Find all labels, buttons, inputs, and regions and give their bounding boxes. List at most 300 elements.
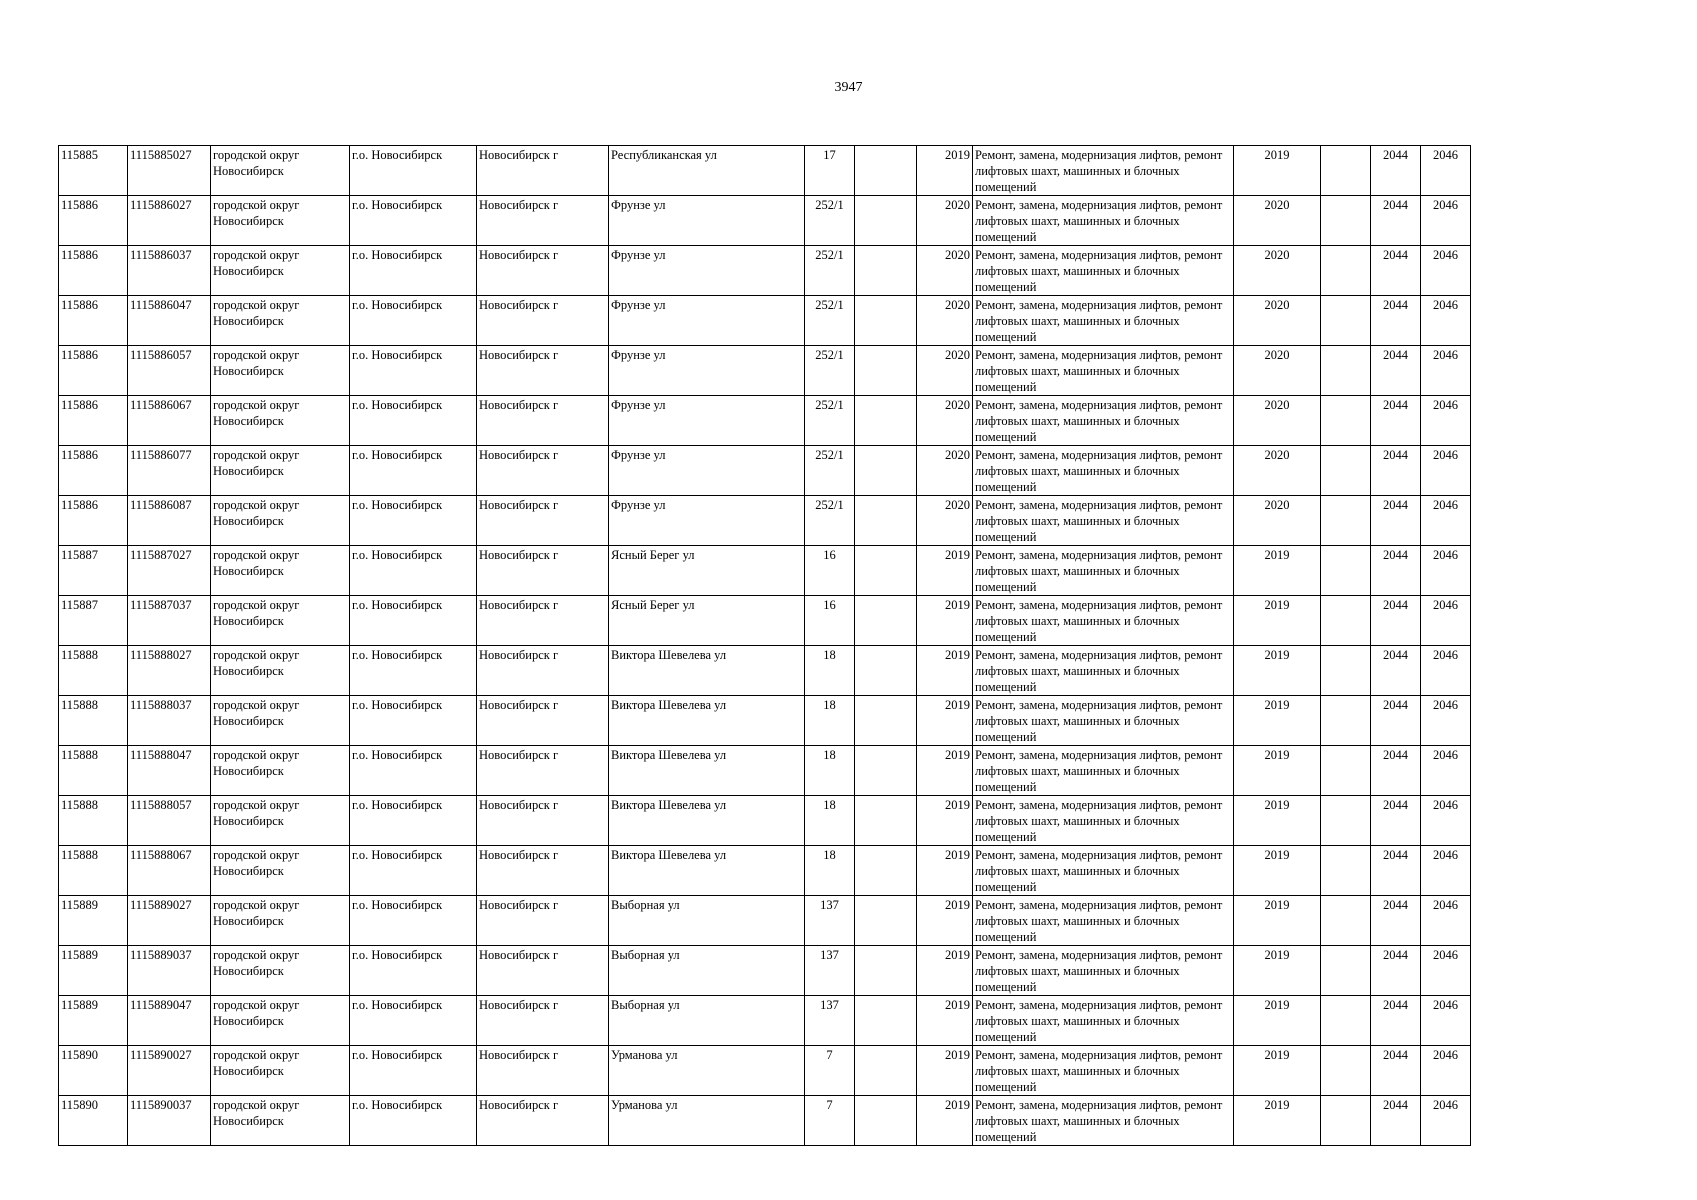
cell-municipality: городской округ Новосибирск <box>211 1046 350 1096</box>
cell-blank <box>1321 1096 1371 1146</box>
cell-street: Фрунзе ул <box>609 246 805 296</box>
cell-municipality: городской округ Новосибирск <box>211 446 350 496</box>
cell-street: Виктора Шевелева ул <box>609 746 805 796</box>
table-row <box>59 996 1471 1046</box>
cell-municipality: городской округ Новосибирск <box>211 1096 350 1146</box>
cell-district: г.о. Новосибирск <box>350 696 477 746</box>
cell-year-b: 2019 <box>1234 846 1321 896</box>
cell-id: 115887 <box>59 546 128 596</box>
cell-city: Новосибирск г <box>477 846 609 896</box>
table-row <box>59 146 1471 196</box>
cell-work: Ремонт, замена, модернизация лифтов, ремонт лифтовых шахт, машинных и блочных помещений <box>973 296 1234 346</box>
cell-house: 18 <box>805 696 855 746</box>
cell-id: 115886 <box>59 396 128 446</box>
cell-year-c: 2044 <box>1371 746 1421 796</box>
cell-year-c: 2044 <box>1371 496 1421 546</box>
cell-year-c: 2044 <box>1371 596 1421 646</box>
cell-street: Фрунзе ул <box>609 296 805 346</box>
cell-house: 252/1 <box>805 296 855 346</box>
cell-year-b: 2019 <box>1234 1096 1321 1146</box>
cell-district: г.о. Новосибирск <box>350 196 477 246</box>
cell-year-d: 2046 <box>1421 446 1471 496</box>
cell-id: 115888 <box>59 696 128 746</box>
cell-blank <box>1321 396 1371 446</box>
cell-street: Виктора Шевелева ул <box>609 696 805 746</box>
cell-code: 1115886087 <box>128 496 211 546</box>
cell-district: г.о. Новосибирск <box>350 296 477 346</box>
cell-work: Ремонт, замена, модернизация лифтов, ремонт лифтовых шахт, машинных и блочных помещений <box>973 246 1234 296</box>
cell-id: 115887 <box>59 596 128 646</box>
cell-year-b: 2019 <box>1234 746 1321 796</box>
cell-id: 115886 <box>59 496 128 546</box>
cell-id: 115885 <box>59 146 128 196</box>
cell-year-b: 2019 <box>1234 796 1321 846</box>
cell-year-d: 2046 <box>1421 696 1471 746</box>
cell-district: г.о. Новосибирск <box>350 846 477 896</box>
cell-extra <box>855 896 917 946</box>
cell-year-d: 2046 <box>1421 146 1471 196</box>
cell-house: 18 <box>805 796 855 846</box>
cell-year-b: 2019 <box>1234 1046 1321 1096</box>
cell-blank <box>1321 896 1371 946</box>
cell-year-c: 2044 <box>1371 1096 1421 1146</box>
cell-street: Фрунзе ул <box>609 396 805 446</box>
cell-year-a: 2019 <box>917 596 973 646</box>
table-row <box>59 746 1471 796</box>
cell-year-a: 2019 <box>917 546 973 596</box>
cell-house: 7 <box>805 1046 855 1096</box>
cell-extra <box>855 846 917 896</box>
table-row <box>59 846 1471 896</box>
cell-street: Фрунзе ул <box>609 346 805 396</box>
cell-year-a: 2020 <box>917 396 973 446</box>
cell-year-d: 2046 <box>1421 1096 1471 1146</box>
table-row <box>59 646 1471 696</box>
cell-code: 1115886047 <box>128 296 211 346</box>
cell-municipality: городской округ Новосибирск <box>211 496 350 546</box>
cell-city: Новосибирск г <box>477 446 609 496</box>
cell-year-b: 2020 <box>1234 196 1321 246</box>
cell-year-d: 2046 <box>1421 396 1471 446</box>
cell-work: Ремонт, замена, модернизация лифтов, ремонт лифтовых шахт, машинных и блочных помещений <box>973 546 1234 596</box>
cell-year-d: 2046 <box>1421 896 1471 946</box>
table-row <box>59 396 1471 446</box>
cell-year-a: 2019 <box>917 1096 973 1146</box>
cell-extra <box>855 296 917 346</box>
cell-house: 18 <box>805 846 855 896</box>
cell-year-b: 2019 <box>1234 696 1321 746</box>
cell-city: Новосибирск г <box>477 246 609 296</box>
cell-municipality: городской округ Новосибирск <box>211 396 350 446</box>
cell-year-d: 2046 <box>1421 946 1471 996</box>
cell-year-a: 2019 <box>917 646 973 696</box>
cell-house: 252/1 <box>805 346 855 396</box>
cell-municipality: городской округ Новосибирск <box>211 296 350 346</box>
cell-extra <box>855 646 917 696</box>
cell-district: г.о. Новосибирск <box>350 246 477 296</box>
cell-extra <box>855 1096 917 1146</box>
cell-street: Урманова ул <box>609 1096 805 1146</box>
cell-year-d: 2046 <box>1421 246 1471 296</box>
cell-year-c: 2044 <box>1371 296 1421 346</box>
cell-extra <box>855 246 917 296</box>
cell-year-a: 2020 <box>917 196 973 246</box>
table-row <box>59 546 1471 596</box>
cell-code: 1115886057 <box>128 346 211 396</box>
cell-year-a: 2020 <box>917 346 973 396</box>
table-row <box>59 346 1471 396</box>
cell-work: Ремонт, замена, модернизация лифтов, ремонт лифтовых шахт, машинных и блочных помещений <box>973 896 1234 946</box>
cell-municipality: городской округ Новосибирск <box>211 846 350 896</box>
cell-year-b: 2019 <box>1234 946 1321 996</box>
cell-year-b: 2019 <box>1234 546 1321 596</box>
cell-code: 1115890037 <box>128 1096 211 1146</box>
cell-blank <box>1321 646 1371 696</box>
cell-id: 115886 <box>59 296 128 346</box>
cell-city: Новосибирск г <box>477 696 609 746</box>
cell-work: Ремонт, замена, модернизация лифтов, ремонт лифтовых шахт, машинных и блочных помещений <box>973 596 1234 646</box>
register-table <box>58 145 1471 1146</box>
cell-id: 115886 <box>59 346 128 396</box>
cell-year-d: 2046 <box>1421 746 1471 796</box>
cell-code: 1115888057 <box>128 796 211 846</box>
cell-year-b: 2019 <box>1234 146 1321 196</box>
cell-year-c: 2044 <box>1371 796 1421 846</box>
cell-municipality: городской округ Новосибирск <box>211 796 350 846</box>
cell-street: Ясный Берег ул <box>609 596 805 646</box>
cell-year-c: 2044 <box>1371 546 1421 596</box>
cell-district: г.о. Новосибирск <box>350 946 477 996</box>
cell-work: Ремонт, замена, модернизация лифтов, ремонт лифтовых шахт, машинных и блочных помещений <box>973 746 1234 796</box>
cell-blank <box>1321 696 1371 746</box>
cell-code: 1115889037 <box>128 946 211 996</box>
cell-city: Новосибирск г <box>477 946 609 996</box>
cell-code: 1115889047 <box>128 996 211 1046</box>
cell-blank <box>1321 496 1371 546</box>
cell-city: Новосибирск г <box>477 196 609 246</box>
cell-city: Новосибирск г <box>477 346 609 396</box>
cell-year-c: 2044 <box>1371 196 1421 246</box>
cell-district: г.о. Новосибирск <box>350 546 477 596</box>
cell-code: 1115886067 <box>128 396 211 446</box>
cell-city: Новосибирск г <box>477 796 609 846</box>
cell-house: 137 <box>805 896 855 946</box>
table-row <box>59 696 1471 746</box>
cell-municipality: городской округ Новосибирск <box>211 946 350 996</box>
cell-city: Новосибирск г <box>477 1046 609 1096</box>
cell-house: 252/1 <box>805 496 855 546</box>
cell-year-b: 2020 <box>1234 246 1321 296</box>
cell-year-d: 2046 <box>1421 1046 1471 1096</box>
cell-code: 1115889027 <box>128 896 211 946</box>
cell-municipality: городской округ Новосибирск <box>211 346 350 396</box>
cell-code: 1115888037 <box>128 696 211 746</box>
cell-district: г.о. Новосибирск <box>350 996 477 1046</box>
cell-code: 1115888047 <box>128 746 211 796</box>
cell-year-a: 2019 <box>917 946 973 996</box>
cell-city: Новосибирск г <box>477 546 609 596</box>
cell-code: 1115885027 <box>128 146 211 196</box>
cell-district: г.о. Новосибирск <box>350 746 477 796</box>
cell-id: 115888 <box>59 846 128 896</box>
cell-city: Новосибирск г <box>477 646 609 696</box>
cell-municipality: городской округ Новосибирск <box>211 196 350 246</box>
cell-year-a: 2019 <box>917 696 973 746</box>
cell-year-b: 2020 <box>1234 346 1321 396</box>
cell-extra <box>855 1046 917 1096</box>
cell-district: г.о. Новосибирск <box>350 1046 477 1096</box>
cell-street: Виктора Шевелева ул <box>609 796 805 846</box>
cell-id: 115889 <box>59 946 128 996</box>
cell-id: 115889 <box>59 896 128 946</box>
cell-city: Новосибирск г <box>477 396 609 446</box>
cell-district: г.о. Новосибирск <box>350 896 477 946</box>
cell-blank <box>1321 546 1371 596</box>
cell-district: г.о. Новосибирск <box>350 646 477 696</box>
cell-year-a: 2020 <box>917 446 973 496</box>
cell-id: 115888 <box>59 796 128 846</box>
cell-year-a: 2019 <box>917 896 973 946</box>
cell-work: Ремонт, замена, модернизация лифтов, ремонт лифтовых шахт, машинных и блочных помещений <box>973 396 1234 446</box>
cell-work: Ремонт, замена, модернизация лифтов, ремонт лифтовых шахт, машинных и блочных помещений <box>973 796 1234 846</box>
cell-year-a: 2020 <box>917 496 973 546</box>
cell-year-d: 2046 <box>1421 196 1471 246</box>
cell-id: 115886 <box>59 246 128 296</box>
cell-blank <box>1321 746 1371 796</box>
cell-district: г.о. Новосибирск <box>350 396 477 446</box>
cell-house: 137 <box>805 946 855 996</box>
cell-street: Виктора Шевелева ул <box>609 646 805 696</box>
cell-house: 137 <box>805 996 855 1046</box>
cell-year-b: 2019 <box>1234 596 1321 646</box>
cell-code: 1115886037 <box>128 246 211 296</box>
cell-city: Новосибирск г <box>477 296 609 346</box>
cell-municipality: городской округ Новосибирск <box>211 546 350 596</box>
cell-street: Фрунзе ул <box>609 196 805 246</box>
cell-year-c: 2044 <box>1371 446 1421 496</box>
cell-street: Республиканская ул <box>609 146 805 196</box>
table-row <box>59 796 1471 846</box>
cell-year-d: 2046 <box>1421 546 1471 596</box>
cell-year-c: 2044 <box>1371 346 1421 396</box>
cell-work: Ремонт, замена, модернизация лифтов, ремонт лифтовых шахт, машинных и блочных помещений <box>973 196 1234 246</box>
cell-year-a: 2020 <box>917 246 973 296</box>
cell-house: 252/1 <box>805 246 855 296</box>
cell-work: Ремонт, замена, модернизация лифтов, ремонт лифтовых шахт, машинных и блочных помещений <box>973 146 1234 196</box>
cell-municipality: городской округ Новосибирск <box>211 246 350 296</box>
cell-street: Выборная ул <box>609 996 805 1046</box>
cell-blank <box>1321 446 1371 496</box>
cell-street: Фрунзе ул <box>609 496 805 546</box>
cell-id: 115889 <box>59 996 128 1046</box>
cell-year-a: 2019 <box>917 796 973 846</box>
cell-street: Фрунзе ул <box>609 446 805 496</box>
cell-blank <box>1321 246 1371 296</box>
cell-work: Ремонт, замена, модернизация лифтов, ремонт лифтовых шахт, машинных и блочных помещений <box>973 346 1234 396</box>
cell-work: Ремонт, замена, модернизация лифтов, ремонт лифтовых шахт, машинных и блочных помещений <box>973 846 1234 896</box>
cell-year-a: 2019 <box>917 846 973 896</box>
cell-id: 115888 <box>59 746 128 796</box>
cell-year-a: 2019 <box>917 746 973 796</box>
cell-city: Новосибирск г <box>477 996 609 1046</box>
cell-city: Новосибирск г <box>477 1096 609 1146</box>
cell-year-d: 2046 <box>1421 996 1471 1046</box>
cell-code: 1115886027 <box>128 196 211 246</box>
table-row <box>59 896 1471 946</box>
cell-year-c: 2044 <box>1371 946 1421 996</box>
cell-house: 16 <box>805 596 855 646</box>
cell-year-a: 2019 <box>917 996 973 1046</box>
cell-year-c: 2044 <box>1371 896 1421 946</box>
cell-year-a: 2019 <box>917 1046 973 1096</box>
cell-year-d: 2046 <box>1421 596 1471 646</box>
cell-blank <box>1321 796 1371 846</box>
cell-house: 252/1 <box>805 196 855 246</box>
cell-year-c: 2044 <box>1371 646 1421 696</box>
cell-street: Выборная ул <box>609 946 805 996</box>
cell-work: Ремонт, замена, модернизация лифтов, ремонт лифтовых шахт, машинных и блочных помещений <box>973 1096 1234 1146</box>
cell-house: 18 <box>805 746 855 796</box>
cell-year-b: 2020 <box>1234 446 1321 496</box>
table-row <box>59 296 1471 346</box>
cell-work: Ремонт, замена, модернизация лифтов, ремонт лифтовых шахт, машинных и блочных помещений <box>973 646 1234 696</box>
cell-id: 115886 <box>59 196 128 246</box>
cell-extra <box>855 196 917 246</box>
table-row <box>59 1096 1471 1146</box>
cell-year-c: 2044 <box>1371 146 1421 196</box>
cell-id: 115886 <box>59 446 128 496</box>
cell-extra <box>855 546 917 596</box>
cell-code: 1115890027 <box>128 1046 211 1096</box>
cell-year-b: 2020 <box>1234 496 1321 546</box>
cell-extra <box>855 696 917 746</box>
cell-blank <box>1321 296 1371 346</box>
cell-extra <box>855 946 917 996</box>
table-row <box>59 496 1471 546</box>
cell-extra <box>855 396 917 446</box>
cell-work: Ремонт, замена, модернизация лифтов, ремонт лифтовых шахт, машинных и блочных помещений <box>973 1046 1234 1096</box>
cell-house: 17 <box>805 146 855 196</box>
cell-municipality: городской округ Новосибирск <box>211 596 350 646</box>
cell-id: 115888 <box>59 646 128 696</box>
cell-street: Ясный Берег ул <box>609 546 805 596</box>
cell-district: г.о. Новосибирск <box>350 146 477 196</box>
cell-street: Виктора Шевелева ул <box>609 846 805 896</box>
cell-year-c: 2044 <box>1371 396 1421 446</box>
cell-city: Новосибирск г <box>477 496 609 546</box>
cell-year-d: 2046 <box>1421 346 1471 396</box>
table-body <box>59 146 1471 1146</box>
cell-year-b: 2019 <box>1234 646 1321 696</box>
cell-blank <box>1321 196 1371 246</box>
cell-work: Ремонт, замена, модернизация лифтов, ремонт лифтовых шахт, машинных и блочных помещений <box>973 696 1234 746</box>
cell-house: 18 <box>805 646 855 696</box>
cell-city: Новосибирск г <box>477 896 609 946</box>
cell-municipality: городской округ Новосибирск <box>211 146 350 196</box>
table-row <box>59 1046 1471 1096</box>
cell-year-d: 2046 <box>1421 496 1471 546</box>
cell-work: Ремонт, замена, модернизация лифтов, ремонт лифтовых шахт, машинных и блочных помещений <box>973 946 1234 996</box>
cell-blank <box>1321 1046 1371 1096</box>
cell-year-b: 2020 <box>1234 296 1321 346</box>
cell-year-c: 2044 <box>1371 996 1421 1046</box>
cell-work: Ремонт, замена, модернизация лифтов, ремонт лифтовых шахт, машинных и блочных помещений <box>973 996 1234 1046</box>
cell-year-a: 2019 <box>917 146 973 196</box>
cell-extra <box>855 996 917 1046</box>
cell-id: 115890 <box>59 1046 128 1096</box>
cell-work: Ремонт, замена, модернизация лифтов, ремонт лифтовых шахт, машинных и блочных помещений <box>973 446 1234 496</box>
cell-year-d: 2046 <box>1421 796 1471 846</box>
cell-year-b: 2019 <box>1234 896 1321 946</box>
cell-work: Ремонт, замена, модернизация лифтов, ремонт лифтовых шахт, машинных и блочных помещений <box>973 496 1234 546</box>
cell-extra <box>855 746 917 796</box>
cell-street: Урманова ул <box>609 1046 805 1096</box>
cell-municipality: городской округ Новосибирск <box>211 746 350 796</box>
cell-city: Новосибирск г <box>477 146 609 196</box>
table-row <box>59 946 1471 996</box>
cell-blank <box>1321 596 1371 646</box>
cell-year-c: 2044 <box>1371 696 1421 746</box>
cell-year-c: 2044 <box>1371 846 1421 896</box>
page-number: 3947 <box>834 80 863 95</box>
cell-district: г.о. Новосибирск <box>350 496 477 546</box>
cell-city: Новосибирск г <box>477 596 609 646</box>
table-row <box>59 596 1471 646</box>
cell-year-d: 2046 <box>1421 846 1471 896</box>
cell-year-d: 2046 <box>1421 296 1471 346</box>
cell-house: 252/1 <box>805 396 855 446</box>
cell-id: 115890 <box>59 1096 128 1146</box>
cell-blank <box>1321 146 1371 196</box>
cell-municipality: городской округ Новосибирск <box>211 696 350 746</box>
cell-blank <box>1321 346 1371 396</box>
cell-year-b: 2020 <box>1234 396 1321 446</box>
cell-extra <box>855 796 917 846</box>
cell-street: Выборная ул <box>609 896 805 946</box>
cell-extra <box>855 146 917 196</box>
cell-house: 252/1 <box>805 446 855 496</box>
cell-city: Новосибирск г <box>477 746 609 796</box>
cell-district: г.о. Новосибирск <box>350 1096 477 1146</box>
cell-district: г.о. Новосибирск <box>350 346 477 396</box>
cell-extra <box>855 446 917 496</box>
cell-municipality: городской округ Новосибирск <box>211 996 350 1046</box>
table-row <box>59 446 1471 496</box>
cell-house: 16 <box>805 546 855 596</box>
cell-house: 7 <box>805 1096 855 1146</box>
cell-year-c: 2044 <box>1371 246 1421 296</box>
cell-year-c: 2044 <box>1371 1046 1421 1096</box>
cell-extra <box>855 496 917 546</box>
cell-code: 1115887027 <box>128 546 211 596</box>
cell-district: г.о. Новосибирск <box>350 596 477 646</box>
cell-blank <box>1321 846 1371 896</box>
cell-district: г.о. Новосибирск <box>350 796 477 846</box>
table-row <box>59 246 1471 296</box>
cell-code: 1115887037 <box>128 596 211 646</box>
cell-code: 1115888027 <box>128 646 211 696</box>
cell-municipality: городской округ Новосибирск <box>211 896 350 946</box>
table-row <box>59 196 1471 246</box>
cell-blank <box>1321 996 1371 1046</box>
cell-code: 1115886077 <box>128 446 211 496</box>
cell-district: г.о. Новосибирск <box>350 446 477 496</box>
cell-blank <box>1321 946 1371 996</box>
cell-year-b: 2019 <box>1234 996 1321 1046</box>
cell-extra <box>855 346 917 396</box>
cell-year-a: 2020 <box>917 296 973 346</box>
cell-year-d: 2046 <box>1421 646 1471 696</box>
